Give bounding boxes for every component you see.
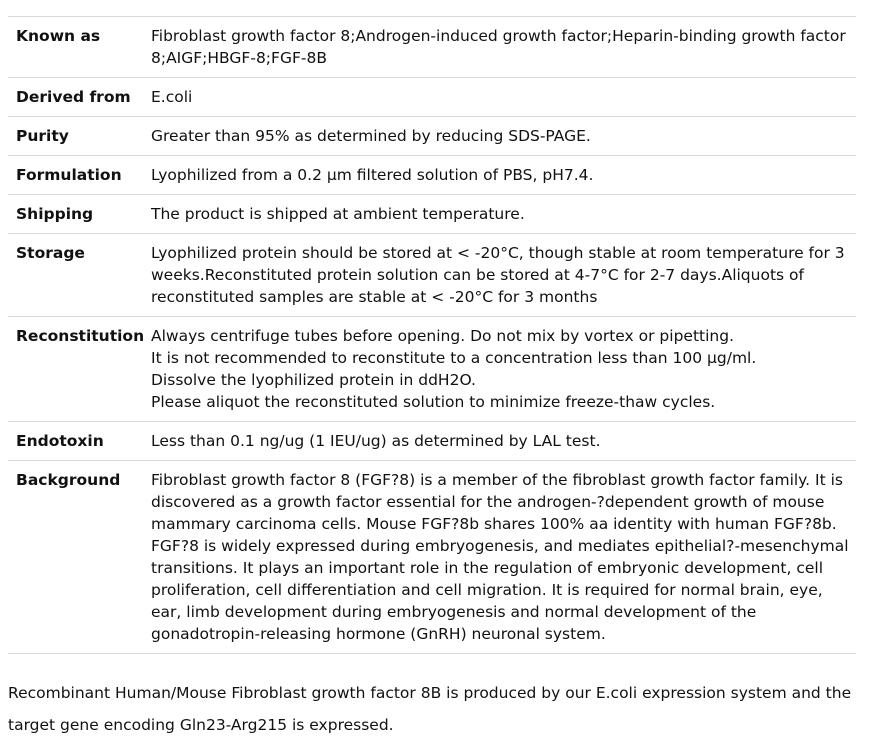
spec-label: Background <box>8 461 151 654</box>
spec-label: Derived from <box>8 78 151 117</box>
spec-row-background <box>8 461 856 654</box>
spec-label: Formulation <box>8 156 151 195</box>
spec-value: E.coli <box>151 78 856 117</box>
spec-value: Greater than 95% as determined by reducing SDS-PAGE. <box>151 117 856 156</box>
spec-value: Fibroblast growth factor 8;Androgen-induced growth factor;Heparin-binding growth factor 8;AIGF;HBGF-8;FGF-8B <box>151 17 856 78</box>
spec-value: Lyophilized protein should be stored at < -20°C, though stable at room temperature for 3 weeks.Reconstituted protein solution can be stored at 4-7°C for 2-7 days.Aliquots of reconstituted samples are stable at < -20°C for 3 months <box>151 234 856 317</box>
spec-label: Endotoxin <box>8 422 151 461</box>
product-description-note: Recombinant Human/Mouse Fibroblast growth factor 8B is produced by our E.coli expression system and the target gene encoding Gln23-Arg215 is expressed. <box>8 684 852 734</box>
spec-row-storage <box>8 234 856 317</box>
spec-row-shipping <box>8 195 856 234</box>
spec-row-purity <box>8 117 856 156</box>
spec-row-formulation <box>8 156 856 195</box>
reconstitution-line: Dissolve the lyophilized protein in ddH2O. <box>151 371 476 389</box>
spec-row-reconstitution <box>8 317 856 422</box>
spec-value: Fibroblast growth factor 8 (FGF?8) is a member of the fibroblast growth factor family. It is discovered as a growth factor essential for the androgen-?dependent growth of mouse mammary carcinoma cells. Mouse FGF?8b shares 100% aa identity with human FGF?8b. FGF?8 is widely expressed during embryogenesis, and mediates epithelial?-mesenchymal transitions. It plays an important role in the regulation of embryonic development, cell proliferation, cell differentiation and cell migration. It is required for normal brain, eye, ear, limb development during embryogenesis and normal development of the gonadotropin-releasing hormone (GnRH) neuronal system. <box>151 461 856 654</box>
spec-value <box>151 317 856 422</box>
spec-value: Lyophilized from a 0.2 μm filtered solution of PBS, pH7.4. <box>151 156 856 195</box>
spec-value: Less than 0.1 ng/ug (1 IEU/ug) as determined by LAL test. <box>151 422 856 461</box>
spec-row-endotoxin <box>8 422 856 461</box>
reconstitution-line: Please aliquot the reconstituted solution to minimize freeze-thaw cycles. <box>151 393 716 411</box>
reconstitution-line: Always centrifuge tubes before opening. Do not mix by vortex or pipetting. <box>151 327 734 345</box>
reconstitution-line: It is not recommended to reconstitute to a concentration less than 100 μg/ml. <box>151 349 757 367</box>
spec-label: Shipping <box>8 195 151 234</box>
spec-label: Reconstitution <box>8 317 151 422</box>
spec-label: Storage <box>8 234 151 317</box>
product-spec-table <box>8 16 856 654</box>
spec-value: The product is shipped at ambient temperature. <box>151 195 856 234</box>
spec-label: Purity <box>8 117 151 156</box>
spec-label: Known as <box>8 17 151 78</box>
spec-row-derived-from <box>8 78 856 117</box>
spec-row-known-as <box>8 17 856 78</box>
